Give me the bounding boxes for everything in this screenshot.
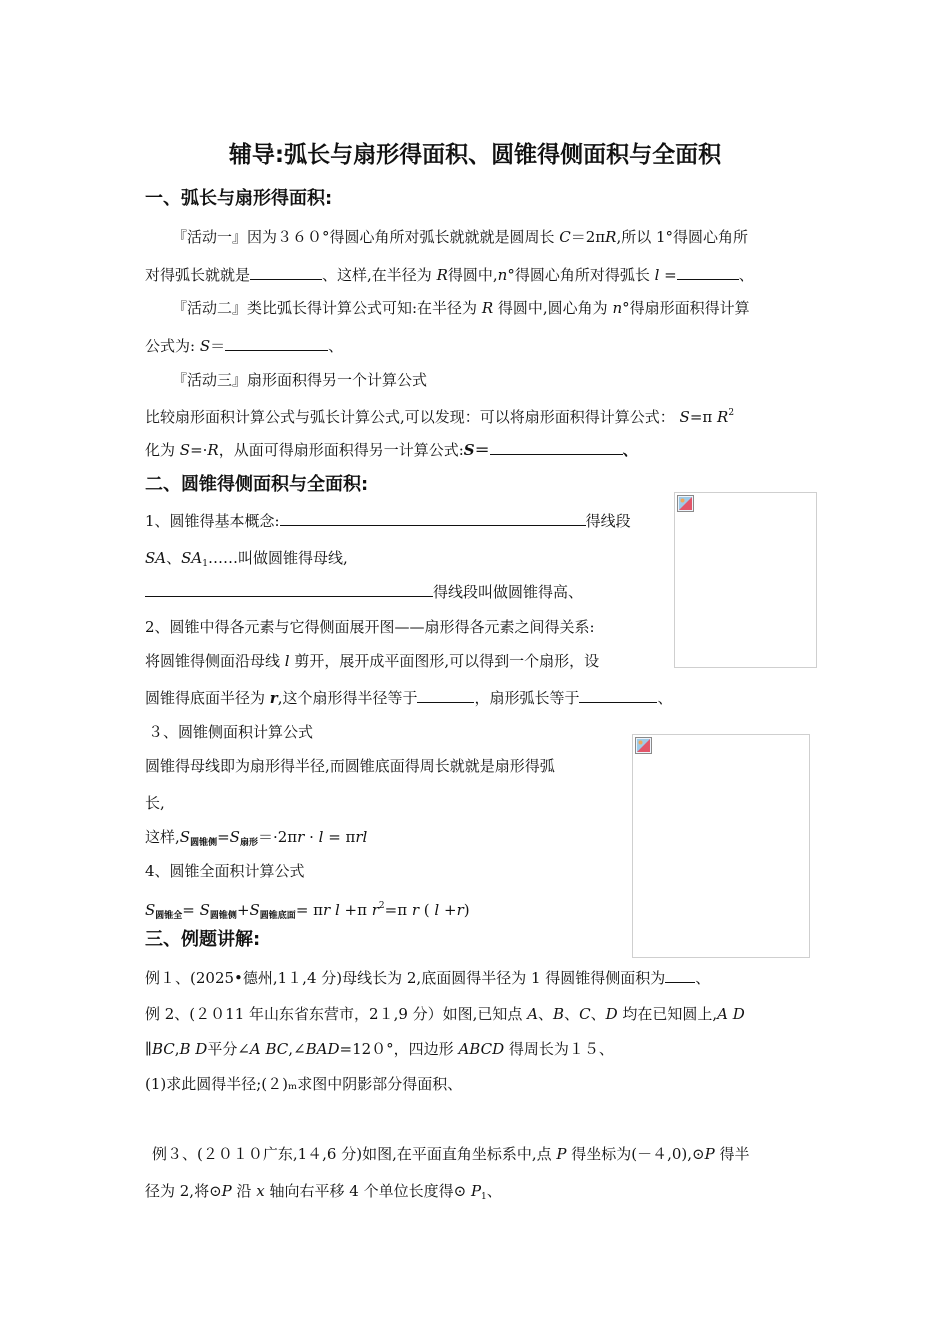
section-heading-arc-sector: 一、弧长与扇形得面积: — [145, 188, 333, 209]
page-title: 辅导:弧长与扇形得面积、圆锥得侧面积与全面积 — [228, 142, 722, 168]
example-2-line-2: ∥BC,B D平分∠A BC,∠BAD=12０°，四边形 ABCD 得周长为１５、 — [145, 1040, 614, 1058]
cone-concept-line-1: 1、圆锥得基本概念: 得线段 — [145, 512, 631, 530]
total-area-heading: 4、圆锥全面积计算公式 — [145, 862, 305, 880]
sector-figure-placeholder — [632, 734, 810, 958]
blank-sector-area-alt-formula[interactable] — [490, 440, 623, 455]
example-3-line-1: 例３、(２０１０广东,1４,6 分)如图,在平面直角坐标系中,点 P 得坐标为(－４,0),⊙P 得半 — [152, 1145, 750, 1163]
broken-image-icon — [677, 495, 694, 512]
blank-arc-length-formula[interactable] — [677, 265, 739, 280]
blank-cone-height-def[interactable] — [145, 582, 433, 597]
cone-concept-line-3: 得线段叫做圆锥得高、 — [145, 582, 583, 602]
activity-1-line-1: 『活动一』因为３６０°得圆心角所对弧长就就就是圆周长 C＝2πR,所以 1°得圆心角所 — [172, 228, 749, 246]
activity-3-line-3: 化为 S=·R，从面可得扇形面积得另一计算公式:S＝ 、 — [145, 441, 638, 459]
lateral-area-formula: 这样$,S_{圆锥侧}=S_{扇形}=\cdot 2\pi r \cdot l = \pi rl$ — [145, 828, 368, 848]
cone-elements-line-3: 圆锥得底面半径为 r,这个扇形得半径等于 ，扇形弧长等于 、 — [145, 689, 673, 707]
activity-3-title: 『活动三』扇形面积得另一个计算公式 — [172, 371, 428, 389]
lateral-area-line-3: 长, — [145, 794, 165, 812]
example-2-line-3: (1)求此圆得半径;(２)ₘ求图中阴影部分得面积、 — [145, 1075, 463, 1093]
example-2-line-1: 例 2、(２０11 年山东省东营市，2１,9 分）如图,已知点 A、B、C、D 均在已知圆上,A D — [145, 1005, 745, 1023]
cone-figure-placeholder — [674, 492, 817, 668]
cone-elements-line-2: 将圆锥得侧面沿母线 l 剪开，展开成平面图形,可以得到一个扇形，设 — [145, 652, 600, 670]
example-1: 例１、(2025•德州,1１,4 分)母线长为 2,底面圆得半径为 1 得圆锥得侧面积为 、 — [145, 969, 711, 987]
example-3-line-2: 径为 2,将⊙P 沿 x 轴向右平移 4 个单位长度得⊙ $P_1$、 — [145, 1182, 502, 1202]
activity-2-line-1: 『活动二』类比弧长得计算公式可知:在半径为 R 得圆中,圆心角为 n°得扇形面积得计算 — [172, 299, 750, 317]
blank-sector-area-formula[interactable] — [225, 336, 328, 351]
section-heading-examples: 三、例题讲解: — [145, 929, 261, 950]
blank-arc-length-1deg[interactable] — [250, 265, 322, 280]
lateral-area-heading: ３、圆锥侧面积计算公式 — [148, 723, 314, 741]
blank-cone-generatrix-def[interactable] — [280, 511, 586, 526]
cone-elements-line-1: 2、圆锥中得各元素与它得侧面展开图——扇形得各元素之间得关系: — [145, 618, 595, 636]
activity-2-line-2: 公式为: S＝ 、 — [145, 337, 344, 355]
blank-sector-arc-length[interactable] — [579, 688, 657, 703]
broken-image-icon — [635, 737, 652, 754]
activity-1-line-2: 对得弧长就就是 、这样,在半径为 R得圆中,n°得圆心角所对得弧长 l = 、 — [145, 266, 754, 284]
blank-example-1-answer[interactable] — [665, 968, 695, 983]
section-heading-cone: 二、圆锥得侧面积与全面积: — [145, 474, 369, 495]
blank-sector-radius[interactable] — [417, 688, 474, 703]
activity-3-line-2: 比较扇形面积计算公式与弧长计算公式,可以发现：可以将扇形面积得计算公式： S=π $R^2$ — [145, 408, 735, 426]
lateral-area-line-2: 圆锥得母线即为扇形得半径,而圆锥底面得周长就就是扇形得弧 — [145, 757, 555, 775]
total-area-formula: $S_{圆锥全}= S_{圆锥侧}+S_{圆锥底面}= \pi r$ l +π $r^2=\pi$ r ( l +r) — [145, 901, 470, 921]
cone-concept-line-2: SA、$SA_1\dots\dots$叫做圆锥得母线, — [145, 549, 348, 569]
